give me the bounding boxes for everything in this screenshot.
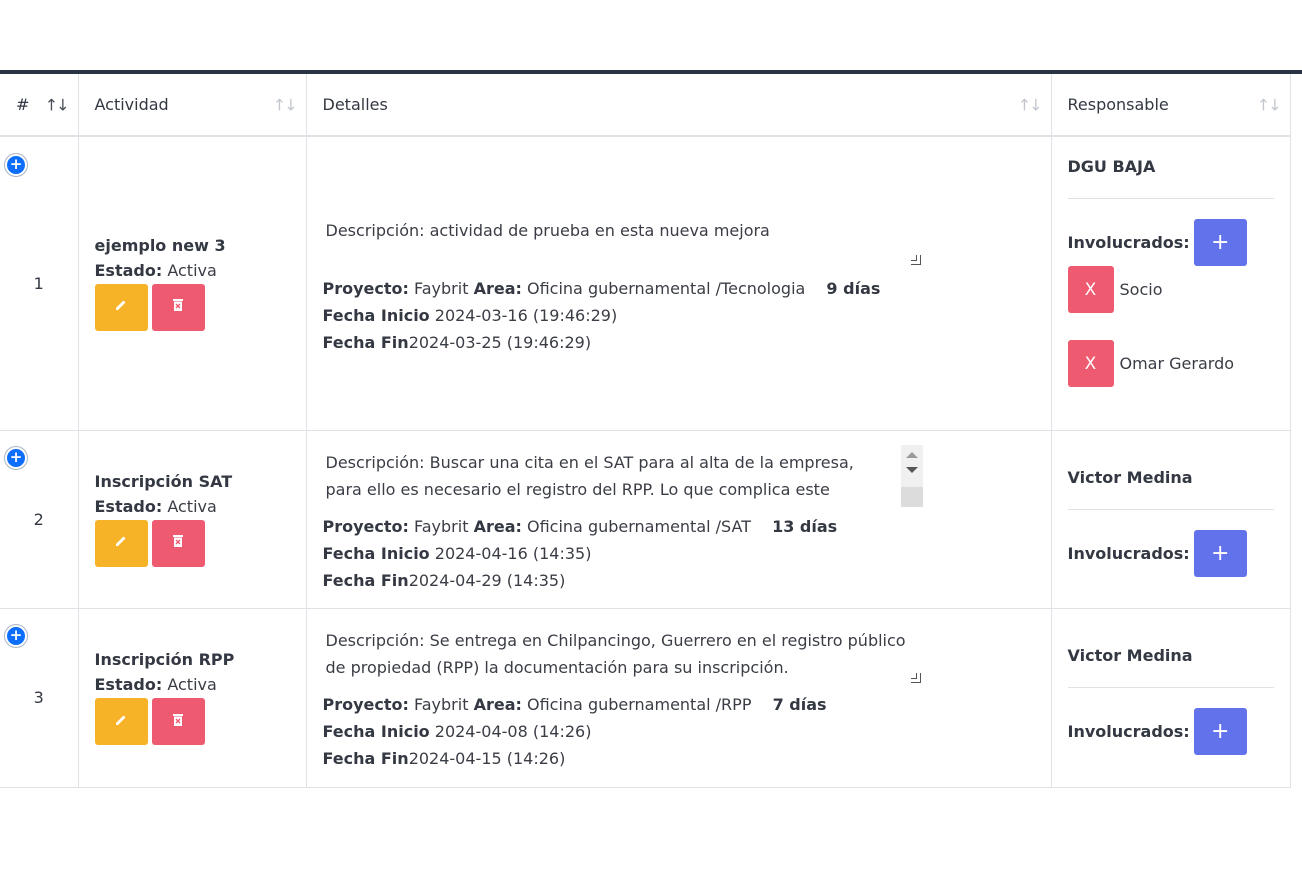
details-cell [306,136,1051,430]
activity-title: Inscripción RPP [94,650,235,669]
trash-icon [172,298,184,316]
activity-state: Estado: Activa [94,675,217,694]
divider [1068,509,1274,510]
table-header-row [0,74,1290,136]
involucrado-item: X Omar Gerardo [1068,340,1274,387]
involucrado-item: X Socio [1068,266,1274,313]
details-cell [306,430,1051,608]
divider [1068,198,1274,199]
row-number-cell: + 2 [0,430,78,608]
textarea-scrollbar[interactable] [901,445,923,507]
responsable-cell [1051,608,1290,787]
sort-icon[interactable]: ↑↓ [1017,95,1041,114]
duration-days: 9 días [826,278,881,298]
responsable-name: DGU BAJA [1067,157,1156,176]
activity-title: ejemplo new 3 [94,235,226,255]
description-textarea[interactable]: Descripción: actividad de prueba en esta nueva mejora [323,213,923,267]
activity-title: Inscripción SAT [94,471,233,491]
delete-button[interactable] [152,520,205,567]
column-header-num[interactable]: # ↑↓ [0,74,78,136]
responsable-cell [1051,430,1290,608]
column-header-actividad[interactable]: Actividad ↑↓ [78,74,306,136]
expand-row-icon[interactable]: + [5,154,27,176]
scroll-down-icon[interactable] [906,467,918,473]
row-number-cell: + 1 [0,136,78,430]
responsable-name: Victor Medina [1067,646,1193,665]
add-involucrado-button[interactable]: + [1194,530,1247,577]
divider [1068,687,1274,688]
activity-state: Estado: Activa [94,496,217,516]
sort-icon[interactable]: ↑↓ [272,95,296,114]
activity-cell [78,430,306,608]
add-involucrado-button[interactable]: + [1194,219,1247,266]
details-meta: Proyecto: Faybrit Area: Oficina gubernamental /Tecnologia 9 días Fecha Inicio 2024-03-16 (19:46:29) Fecha Fin2024-03-25 (19:46:29) [322,278,881,352]
sort-icon[interactable]: ↑↓ [1256,95,1280,114]
responsable-name: Victor Medina [1067,467,1193,487]
involucrados-line: Involucrados: + [1068,219,1274,266]
trash-icon [172,713,184,731]
delete-button[interactable] [152,698,205,745]
scroll-up-icon[interactable] [906,452,918,458]
resize-grip-icon[interactable] [911,673,921,683]
edit-button[interactable] [95,284,148,331]
edit-button[interactable] [95,520,148,567]
details-meta: Proyecto: Faybrit Area: Oficina gubernamental /SAT 13 días Fecha Inicio 2024-04-16 (14:35) Fecha Fin2024-04-29 (14:35) [322,516,838,590]
details-cell [306,608,1051,787]
pencil-icon [114,713,128,731]
responsable-cell [1051,136,1290,430]
table-row [0,430,1290,608]
table-row [0,608,1290,787]
expand-row-icon[interactable]: + [5,625,27,647]
pencil-icon [114,534,128,552]
table-row [0,136,1290,430]
row-number-cell: + 3 [0,608,78,787]
column-header-detalles[interactable]: Detalles ↑↓ [306,74,1051,136]
duration-days: 7 días [772,695,827,714]
remove-involucrado-button[interactable]: X [1068,340,1114,387]
sort-icon[interactable]: ↑↓ [44,95,68,114]
expand-row-icon[interactable]: + [5,447,27,469]
description-textarea[interactable]: Descripción: Se entrega en Chilpancingo, Guerrero en el registro público de propiedad (RPP) la documentación para su inscripción. [323,623,923,685]
remove-involucrado-button[interactable]: X [1068,266,1114,313]
resize-grip-icon[interactable] [901,487,923,507]
trash-icon [172,534,184,552]
activity-state: Estado: Activa [94,260,217,280]
edit-button[interactable] [95,698,148,745]
pencil-icon [114,298,128,316]
involucrados-line: Involucrados: + [1068,530,1274,577]
column-header-responsable[interactable]: Responsable ↑↓ [1051,74,1290,136]
activities-table [0,74,1291,788]
description-textarea[interactable]: Descripción: Buscar una cita en el SAT para al alta de la empresa, para ello es necesario el registro del RPP. Lo que complica este [323,445,923,507]
involucrados-line: Involucrados: + [1068,708,1274,755]
resize-grip-icon[interactable] [911,255,921,265]
details-meta: Proyecto: Faybrit Area: Oficina gubernamental /RPP 7 días Fecha Inicio 2024-04-08 (14:26) Fecha Fin2024-04-15 (14:26) [322,695,827,768]
duration-days: 13 días [772,516,838,536]
add-involucrado-button[interactable]: + [1194,708,1247,755]
activity-cell [78,136,306,430]
delete-button[interactable] [152,284,205,331]
activity-cell [78,608,306,787]
